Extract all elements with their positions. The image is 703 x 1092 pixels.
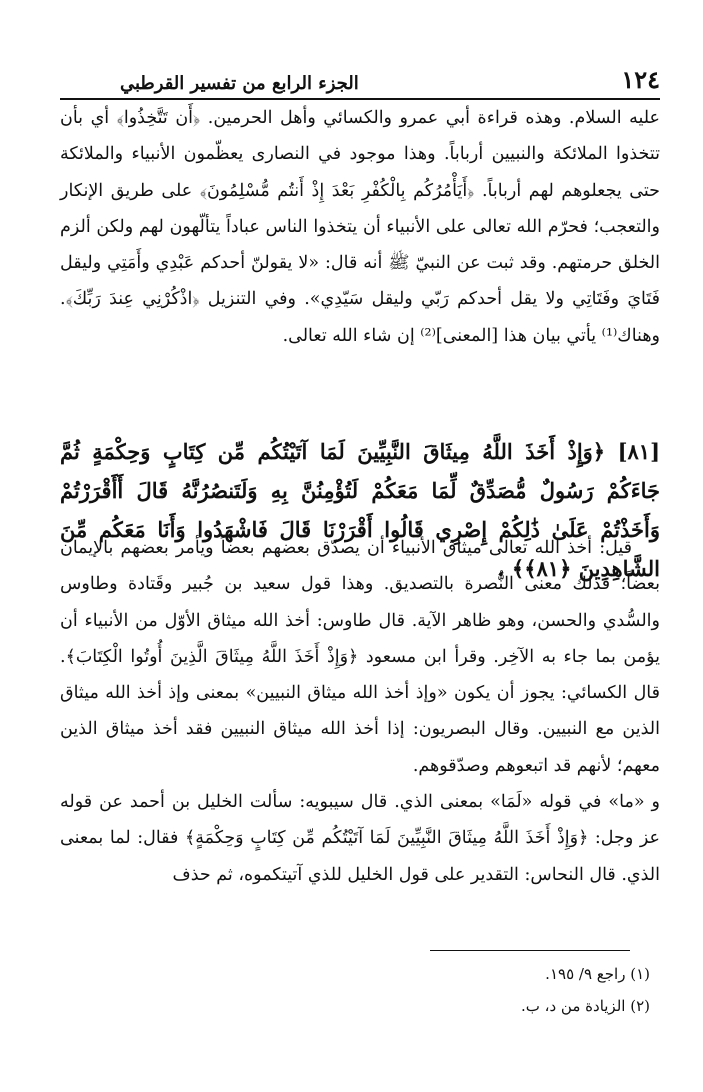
verse-number: [٨١] [617,439,661,464]
footnote: (١) راجع ٩/ ١٩٥. [545,965,650,983]
page-header [60,58,660,100]
page-number: ١٢٤ [621,65,660,94]
running-title: الجزء الرابع من تفسير القرطبي [120,73,359,94]
footnote-divider [430,950,630,951]
intro-text [60,100,660,354]
paragraph: قيل: أخذ الله تعالى ميثاق الأنبياء أن يصدّق بعضهم بعضاً ويأمر بعضهم بالإيمان بعضاً؛ فذلك معنى النُّصرة بالتصديق. وهذا قول سعيد بن جُبير وقَتادة وطاوس والسُّدي والحسن، وهو ظاهر الآية. قال طاوس: أخذ الله ميثاق الأوّل من الأنبياء أن يؤمن بما جاء به الآخِر. وقرأ ابن مسعود ﴿وَإِذْ أَخَذَ اللَّهُ مِيثَاقَ الَّذِينَ أُوتُوا الْكِتَابَ﴾. قال الكسائي: يجوز أن يكون «وإذ أخذ الله ميثاق النبيين» بمعنى وإذ أخذ الله ميثاق الذين مع النبيين. وقال البصريون: إذا أخذ الله ميثاق النبيين فقد أخذ ميثاق الذين معهم؛ لأنهم قد اتبعوهم وصدّقوهم. [60,538,660,776]
paragraph: عليه السلام. وهذه قراءة أبي عمرو والكسائي وأهل الحرمين. ﴿أَن تَتَّخِذُوا﴾ أي بأن تتخذوا الملائكة والنبيين أرباباً. وهذا موجود في النصارى يعظّمون الأنبياء والملائكة حتى يجعلوهم لهم أرباباً. ﴿أَيَأْمُرُكُم بِالْكُفْرِ بَعْدَ إِذْ أَنتُم مُّسْلِمُونَ﴾ على طريق الإنكار والتعجب؛ فحرّم الله تعالى على الأنبياء أن يتخذوا الناس عباداً يتألّهون لهم ولكن ألزم الخلق حرمتهم. وقد ثبت عن النبيّ ﷺ أنه قال: «لا يقولنّ أحدكم عَبْدِي وأَمَتِي وليقل فَتَايَ وفَتَاتِي ولا يقل أحدكم رَبّي وليقل سَيّدِي». وفي التنزيل ﴿اذْكُرْنِي عِندَ رَبِّكَ﴾. وهناك⁽¹⁾ يأتي بيان هذا [المعنى]⁽²⁾ إن شاء الله تعالى. [60,108,660,346]
commentary-text [60,530,660,893]
verse-text: ﴿وَإِذْ أَخَذَ اللَّهُ مِيثَاقَ النَّبِيِّينَ لَمَا آتَيْتُكُم مِّن كِتَابٍ وَحِكْمَةٍ ثُمَّ جَاءَكُمْ رَسُولٌ مُّصَدِّقٌ لِّمَا مَعَكُمْ لَتُؤْمِنُنَّ بِهِ وَلَتَنصُرُنَّهُ قَالَ أَأَقْرَرْتُمْ وَأَخَذْتُمْ عَلَىٰ ذَٰلِكُمْ إِصْرِي قَالُوا أَقْرَرْنَا قَالَ فَاشْهَدُوا وَأَنَا مَعَكُم مِّنَ الشَّاهِدِينَ ﴿٨١﴾﴾ . [60,439,660,581]
footnotes [60,958,650,1022]
footnote: (٢) الزيادة من د، ب. [520,997,650,1015]
paragraph: و «ما» في قوله «لَمَا» بمعنى الذي. قال سيبويه: سألت الخليل بن أحمد عن قوله عز وجل: ﴿وَإِذْ أَخَذَ اللَّهُ مِيثَاقَ النَّبِيِّينَ لَمَا آتَيْتُكُم مِّن كِتَابٍ وَحِكْمَةٍ﴾ فقال: لما بمعنى الذي. قال النحاس: التقدير على قول الخليل للذي آتيتكموه، ثم حذف [60,792,660,885]
